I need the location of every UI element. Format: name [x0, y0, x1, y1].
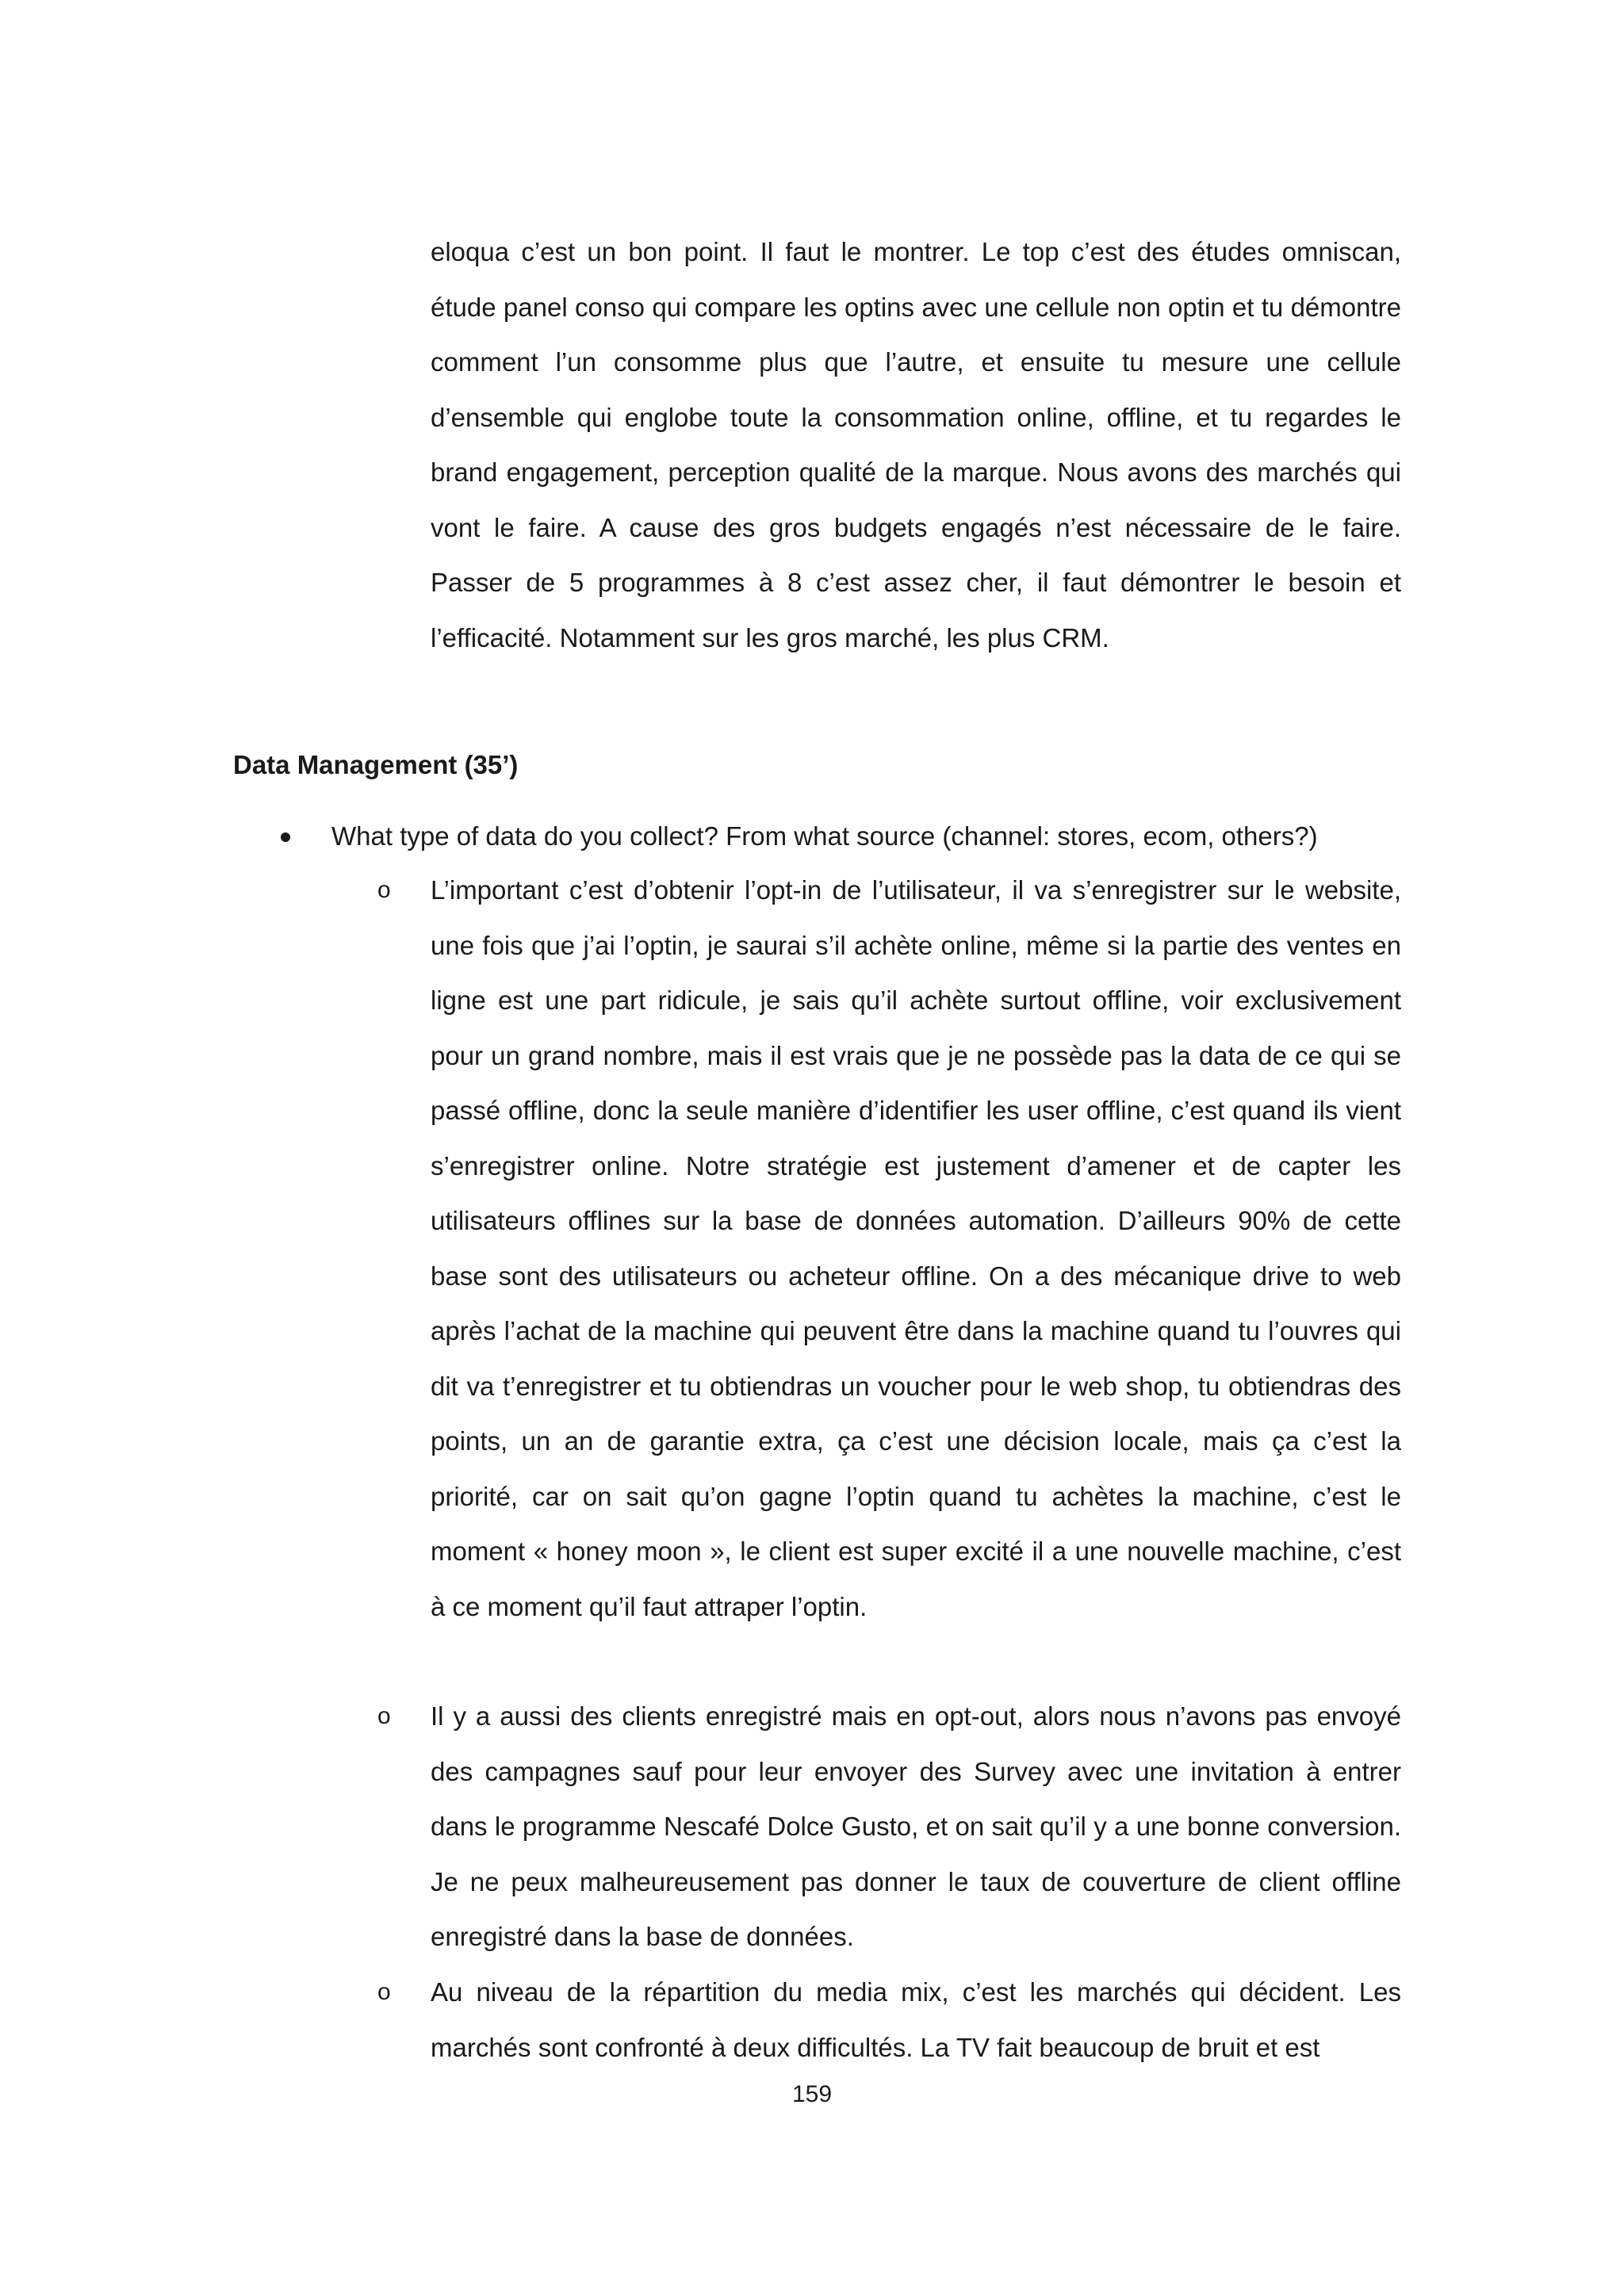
bullet-icon — [281, 832, 290, 842]
answer-text: L’important c’est d’obtenir l’opt-in de l’utilisateur, il va s’enregistrer sur le website, une fois que j’ai l’optin, je saurai s’il achète online, même si la partie des ventes en ligne est une part ridicule, je sais qu’il achète surtout offline, voir exclusivement pour un grand nombre, mais il est vrais que je ne possède pas la data de ce qui se passé offline, donc la seule manière d’identifier les user offline, c’est quand ils vient s’enregistrer online. Notre stratégie est justement d’amener et de capter les utilisateurs offlines sur la base de données automation. D’ailleurs 90% de cette base sont des utilisateurs ou acheteur offline. On a des mécanique drive to web après l’achat de la machine qui peuvent être dans la machine quand tu l’ouvres qui dit va t’enregistrer et tu obtiendras un voucher pour le web shop, tu obtiendras des points, un an de garantie extra, ça c’est une décision locale, mais ça c’est la priorité, car on sait qu’on gagne l’optin quand tu achètes la machine, c’est le moment « honey moon », le client est super excité il a une nouvelle machine, c’est à ce moment qu’il faut attraper l’optin. — [431, 875, 1401, 1621]
answer-text: Au niveau de la répartition du media mix, c’est les marchés qui décident. Les marchés sont confronté à deux difficultés. La TV fait beaucoup de bruit et est — [431, 1977, 1401, 2062]
page-number: 159 — [791, 2081, 833, 2107]
answer-text: Il y a aussi des clients enregistré mais en opt-out, alors nous n’avons pas envoyé des campagnes sauf pour leur envoyer des Survey avec une invitation à entrer dans le programme Nescafé Dolce Gusto, et on sait qu’il y a une bonne conversion. Je ne peux malheureusement pas donner le taux de couverture de client offline enregistré dans la base de données. — [431, 1701, 1401, 1951]
sub-bullet-icon: o — [377, 877, 391, 903]
intro-paragraph: eloqua c’est un bon point. Il faut le montrer. Le top c’est des études omniscan, étude panel conso qui compare les optins avec une cellule non optin et tu démontre comment l’un consomme plus que l’autre, et ensuite tu mesure une cellule d’ensemble qui englobe toute la consommation online, offline, et tu regardes le brand engagement, perception qualité de la marque. Nous avons des marchés qui vont le faire. A cause des gros budgets engagés n’est nécessaire de le faire. Passer de 5 programmes à 8 c’est assez cher, il faut démontrer le besoin et l’efficacité. Notamment sur les gros marché, les plus CRM. — [431, 237, 1401, 652]
section-heading: Data Management (35’) — [233, 750, 519, 779]
question-text: What type of data do you collect? From what source (channel: stores, ecom, others?) — [331, 821, 1318, 851]
sub-bullet-icon: o — [377, 1979, 391, 2005]
sub-bullet-icon: o — [377, 1703, 391, 1729]
